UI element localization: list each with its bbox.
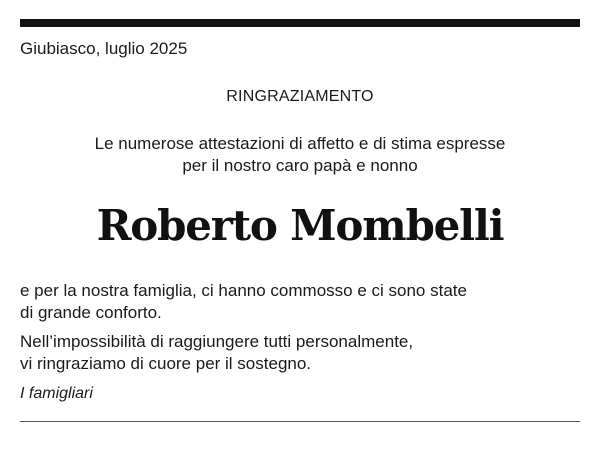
signature: I famigliari [20, 385, 93, 402]
paragraph-line: vi ringraziamo di cuore per il sostegno. [20, 354, 312, 373]
thanks-paragraph [20, 280, 467, 324]
paragraph-line: Nell’impossibilità di raggiungere tutti personalmente, [20, 332, 414, 351]
intro-line: per il nostro caro papà e nonno [182, 156, 418, 175]
intro-line: Le numerose attestazioni di affetto e di stima espresse [94, 134, 506, 153]
notice-heading: RINGRAZIAMENTO [226, 88, 374, 105]
place-date: Giubiasco, luglio 2025 [20, 39, 188, 58]
intro-text [0, 133, 600, 177]
paragraph-line: di grande conforto. [20, 303, 162, 322]
bottom-rule [20, 421, 580, 422]
deceased-name: Roberto Mombelli [96, 201, 504, 250]
paragraph-line: e per la nostra famiglia, ci hanno commosso e ci sono state [20, 281, 467, 300]
apology-paragraph [20, 331, 413, 375]
top-rule [20, 19, 580, 27]
